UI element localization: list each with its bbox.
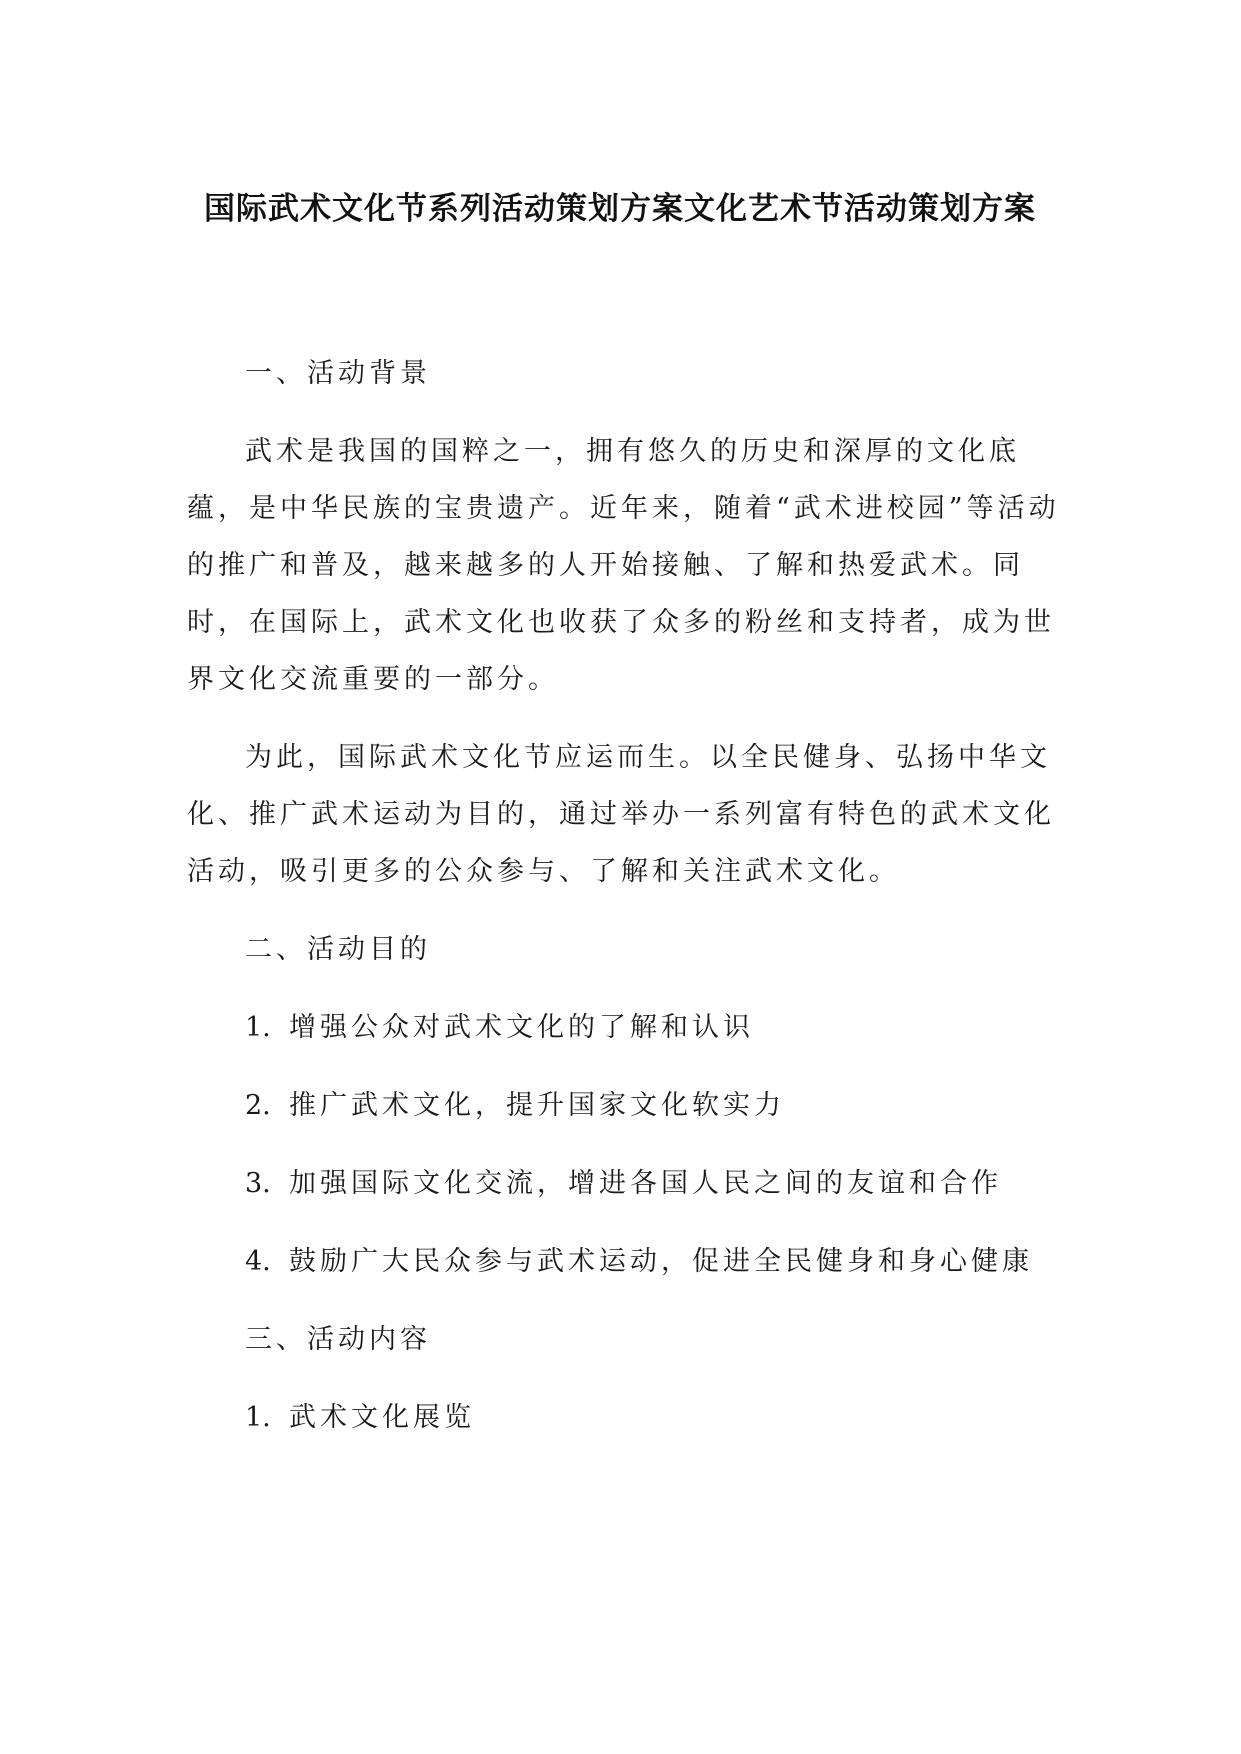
document-body <box>187 345 1067 1467</box>
section-heading-content: 三、活动内容 <box>245 1324 431 1355</box>
list-item <box>245 1155 1067 1212</box>
list-item-text: 推广武术文化，提升国家文化软实力 <box>289 1090 785 1121</box>
section-heading-purpose: 二、活动目的 <box>245 934 431 965</box>
list-item-text: 增强公众对武术文化的了解和认识 <box>289 1012 754 1043</box>
list-item-number: 4. <box>245 1246 271 1277</box>
section-heading-background: 一、活动背景 <box>245 358 431 389</box>
list-item-number: 1. <box>245 1402 271 1433</box>
list-item <box>245 999 1067 1056</box>
list-item-text: 加强国际文化交流，增进各国人民之间的友谊和合作 <box>289 1168 1002 1199</box>
document-title: 国际武术文化节系列活动策划方案文化艺术节活动策划方案 <box>204 191 1036 227</box>
list-item-number: 3. <box>245 1168 271 1199</box>
paragraph: 武术是我国的国粹之一，拥有悠久的历史和深厚的文化底蕴，是中华民族的宝贵遗产。近年来，随着“武术进校园”等活动的推广和普及，越来越多的人开始接触、了解和热爱武术。同时，在国际上，武术文化也收获了众多的粉丝和支持者，成为世界文化交流重要的一部分。 <box>187 436 1060 695</box>
list-item-text: 鼓励广大民众参与武术运动，促进全民健身和身心健康 <box>289 1246 1033 1277</box>
list-item-number: 1. <box>245 1012 271 1043</box>
list-item-number: 2. <box>245 1090 271 1121</box>
list-item <box>245 1077 1067 1134</box>
paragraph: 为此，国际武术文化节应运而生。以全民健身、弘扬中华文化、推广武术运动为目的，通过举办一系列富有特色的武术文化活动，吸引更多的公众参与、了解和关注武术文化。 <box>187 742 1055 887</box>
list-item <box>245 1233 1067 1290</box>
list-item <box>245 1389 1067 1446</box>
list-item-text: 武术文化展览 <box>289 1402 475 1433</box>
